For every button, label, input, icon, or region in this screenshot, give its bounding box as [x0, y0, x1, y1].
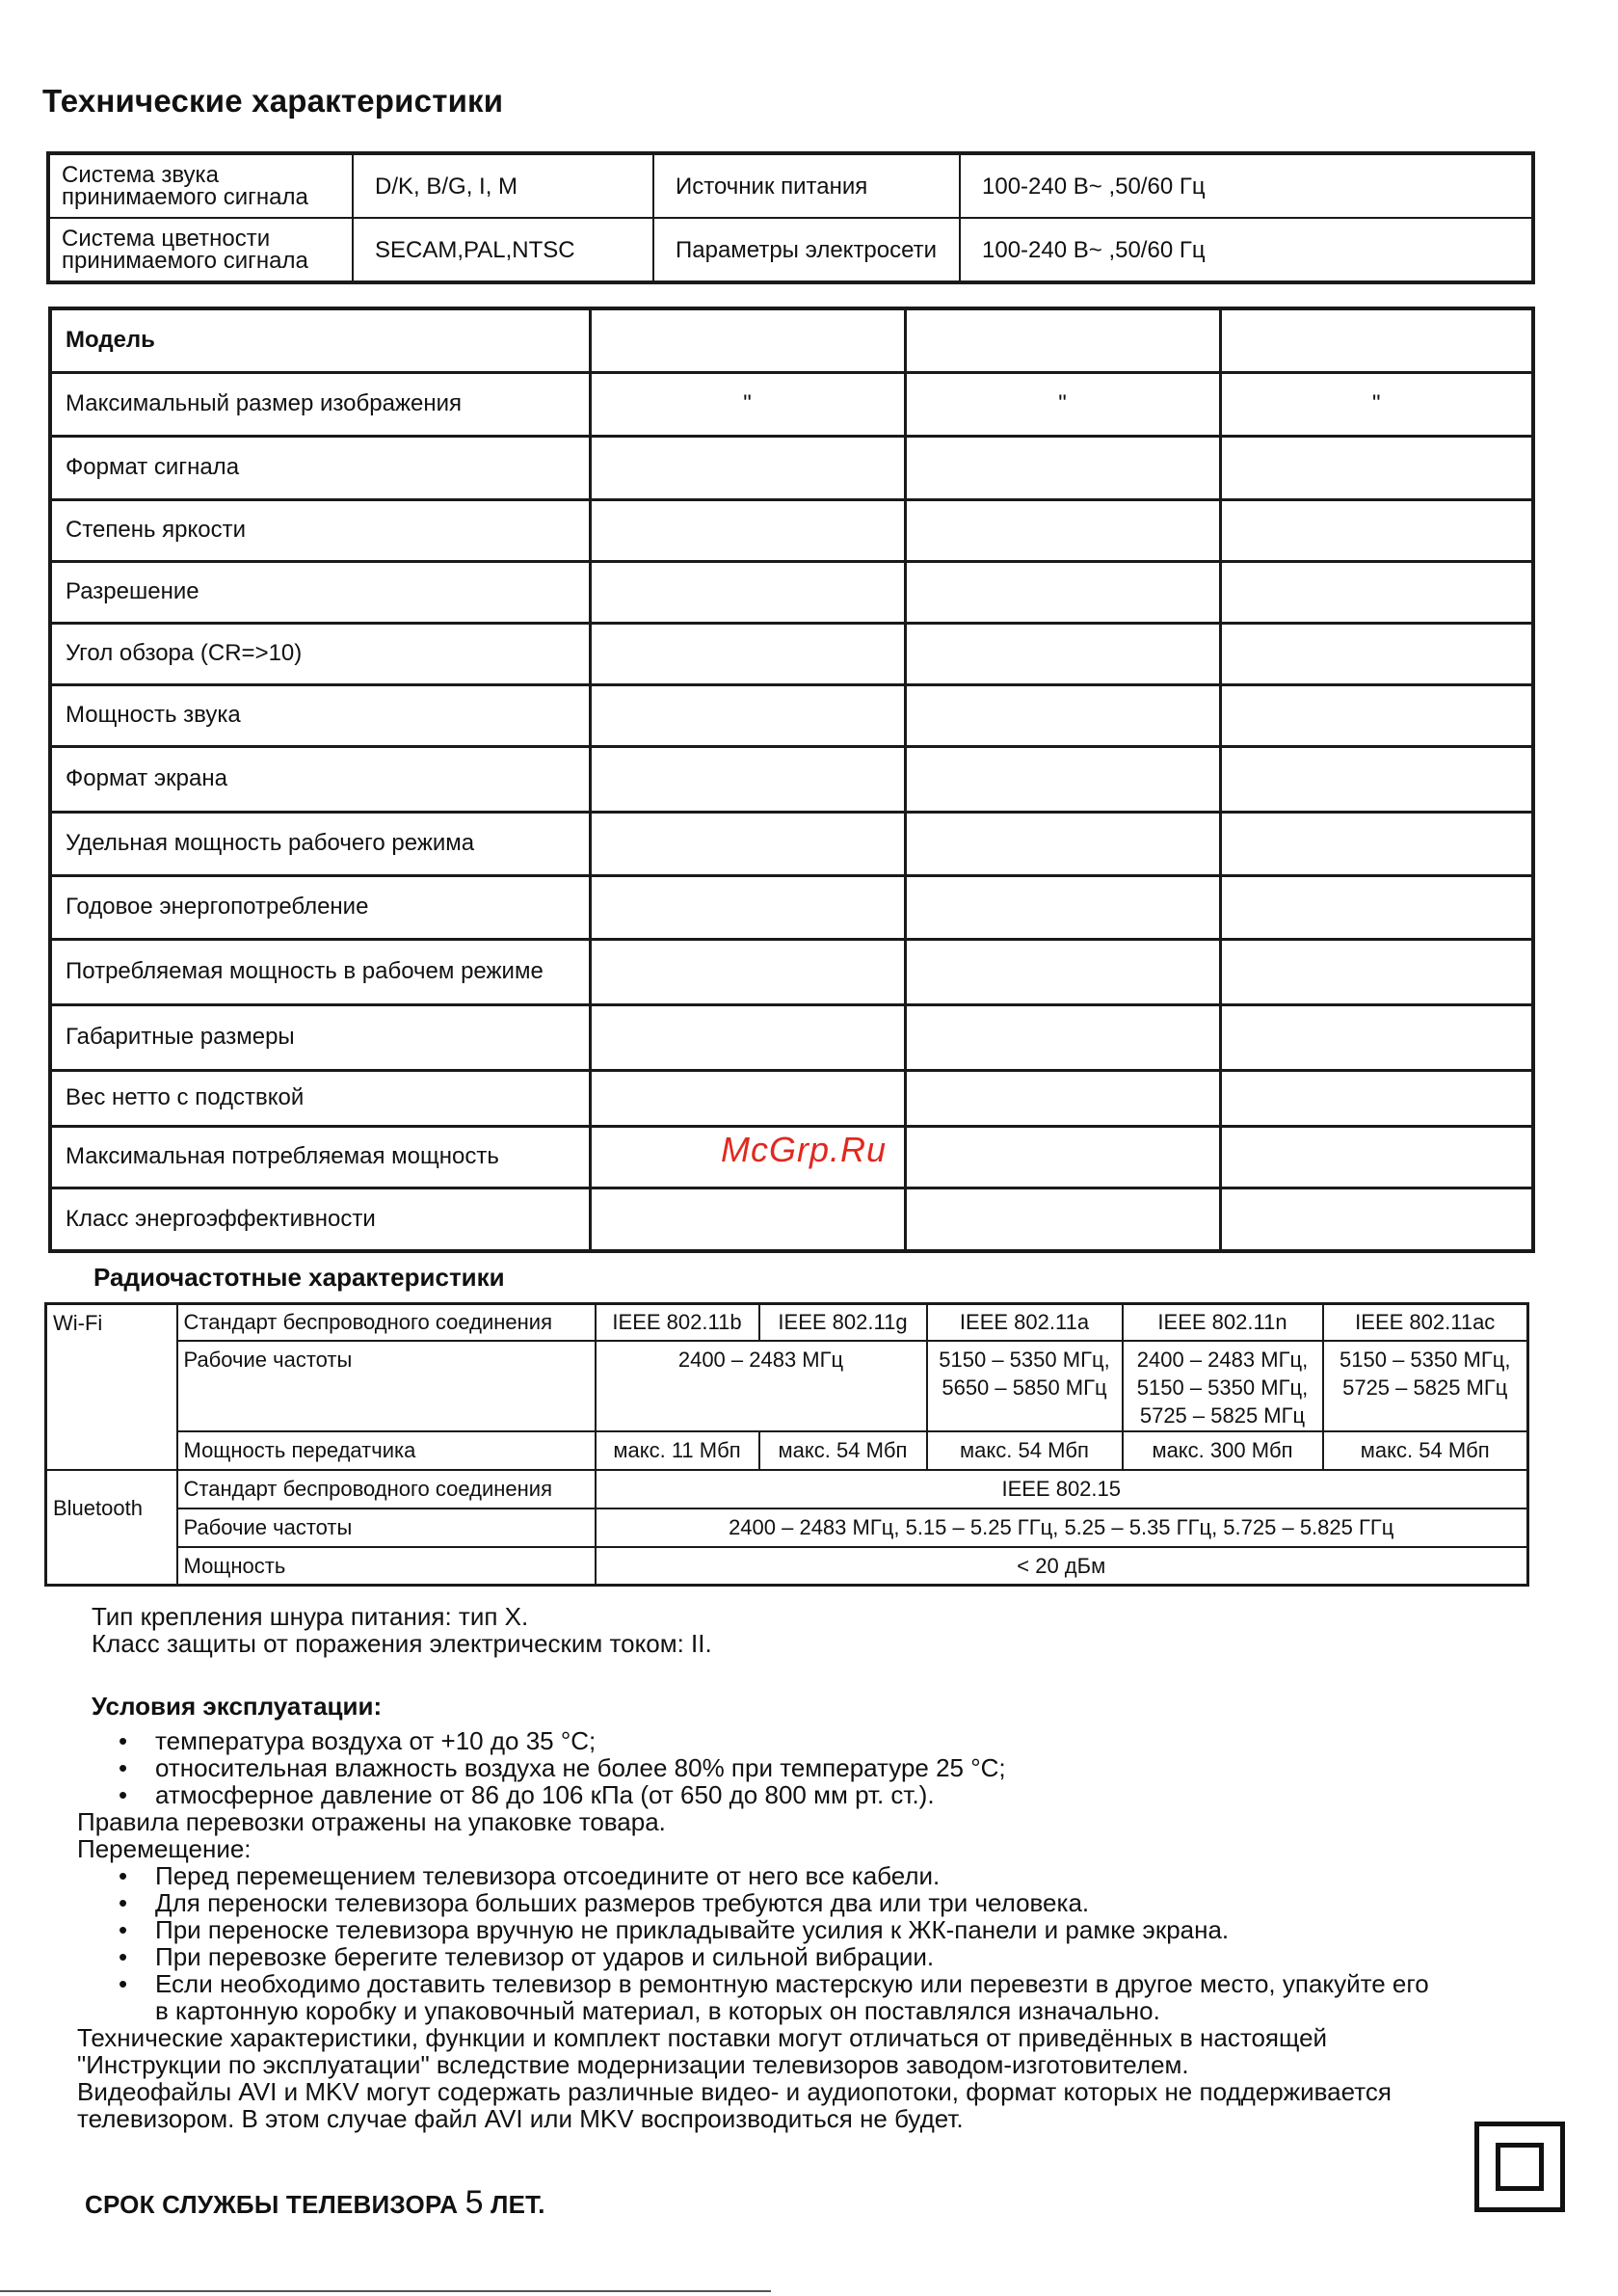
table-row: [46, 1547, 1528, 1586]
wifi-freq-a: [927, 1341, 1123, 1431]
row-label: Габаритные размеры: [50, 1004, 590, 1070]
rf-section-title: Радиочастотные характеристики: [93, 1263, 505, 1292]
row-label: Максимальный размер изображения: [50, 372, 590, 436]
conditions-list: [92, 1727, 1006, 1808]
wifi-freq-bg: 2400 – 2483 МГц: [596, 1341, 927, 1431]
protection-class: Класс защиты от поражения электрическим током: II.: [92, 1629, 712, 1658]
wifi-power: макс. 54 Мбп: [1323, 1431, 1528, 1470]
list-item: • При перевозке берегите телевизор от ударов и сильной вибрации.: [92, 1943, 1429, 1970]
moving-continuation: в картонную коробку и упаковочный материал, в которых он поставлялся изначально.: [155, 1996, 1160, 2025]
list-item: • Перед перемещением телевизора отсоедините от него все кабели.: [92, 1862, 1429, 1889]
service-life-years: 5: [464, 2184, 484, 2221]
model-table: [48, 307, 1535, 1253]
bt-standard: IEEE 802.15: [596, 1470, 1528, 1508]
wifi-freq-ac: [1323, 1341, 1528, 1431]
moving-title: Перемещение:: [77, 1834, 252, 1863]
wifi-standard: IEEE 802.11g: [759, 1304, 927, 1341]
color-system-label: Система цветности принимаемого сигнала: [48, 218, 353, 282]
list-item: • Если необходимо доставить телевизор в ремонтную мастерскую или перевезти в другое место, упакуйте его: [92, 1970, 1429, 1997]
table-row: [50, 561, 1533, 623]
table-row: [50, 499, 1533, 561]
bt-power: < 20 дБм: [596, 1547, 1528, 1586]
color-system-value: SECAM,PAL,NTSC: [353, 218, 653, 282]
row-label: Потребляемая мощность в рабочем режиме: [50, 939, 590, 1004]
row-label: Разрешение: [50, 561, 590, 623]
double-insulation-inner-icon: [1496, 2143, 1544, 2191]
freq-line: 5150 – 5350 МГц,: [939, 1347, 1110, 1372]
conditions-title: Условия эксплуатации:: [92, 1692, 383, 1721]
row-value: ": [1220, 372, 1533, 436]
table-row: [50, 875, 1533, 939]
model-header: Модель: [66, 327, 155, 354]
table-row: [50, 812, 1533, 875]
wifi-standard: IEEE 802.11b: [596, 1304, 759, 1341]
row-label: Максимальная потребляемая мощность: [50, 1126, 590, 1188]
bt-freq-label: Рабочие частоты: [177, 1508, 596, 1547]
freq-line: 5725 – 5825 МГц: [1139, 1402, 1306, 1428]
wifi-power: макс. 300 Мбп: [1123, 1431, 1323, 1470]
wifi-group-label: Wi-Fi: [46, 1304, 177, 1470]
bottom-divider: [0, 2290, 771, 2292]
list-item: • При переноске телевизора вручную не прикладывайте усилия к ЖК-панели и рамке экрана.: [92, 1916, 1429, 1943]
mains-params-label: Параметры электросети: [653, 218, 960, 282]
wifi-standard: IEEE 802.11a: [927, 1304, 1123, 1341]
wifi-standard: IEEE 802.11ac: [1323, 1304, 1528, 1341]
freq-line: 5650 – 5850 МГц: [942, 1375, 1107, 1400]
row-label: Формат сигнала: [50, 436, 590, 499]
table-row: [50, 1188, 1533, 1251]
mains-params-value: 100-240 В~ ,50/60 Гц: [960, 218, 1533, 282]
row-value: ": [590, 372, 905, 436]
transport-rules: Правила перевозки отражены на упаковке товара.: [77, 1807, 666, 1836]
bluetooth-group-label: Bluetooth: [46, 1470, 177, 1586]
table-row: [50, 623, 1533, 684]
wifi-power: макс. 54 Мбп: [927, 1431, 1123, 1470]
wifi-power: макс. 11 Мбп: [596, 1431, 759, 1470]
row-value: ": [905, 372, 1220, 436]
table-row: [46, 1304, 1528, 1341]
service-life-suffix: ЛЕТ.: [491, 2190, 545, 2219]
bt-freq: 2400 – 2483 МГц, 5.15 – 5.25 ГГц, 5.25 – 5.35 ГГц, 5.725 – 5.825 ГГц: [596, 1508, 1528, 1547]
note-line: Видеофайлы AVI и MKV могут содержать различные видео- и аудиопотоки, формат которых не поддерживается: [77, 2077, 1392, 2106]
row-label: Угол обзора (CR=>10): [50, 623, 590, 684]
bt-power-label: Мощность: [177, 1547, 596, 1586]
power-source-value: 100-240 В~ ,50/60 Гц: [960, 153, 1533, 218]
table-row: [50, 939, 1533, 1004]
list-item: • Для переноски телевизора больших размеров требуются два или три человека.: [92, 1889, 1429, 1916]
watermark: McGrp.Ru: [721, 1130, 888, 1169]
note-line: телевизором. В этом случае файл AVI или MKV воспроизводиться не будет.: [77, 2104, 964, 2133]
table-row: [50, 308, 1533, 372]
row-label: Степень яркости: [50, 499, 590, 561]
moving-list: [92, 1862, 1429, 1997]
table-row: [50, 1004, 1533, 1070]
signal-table: [46, 151, 1535, 284]
wifi-standard-label: Стандарт беспроводного соединения: [177, 1304, 596, 1341]
list-item: • атмосферное давление от 86 до 106 кПа (от 650 до 800 мм рт. ст.).: [92, 1781, 1006, 1808]
note-line: "Инструкции по эксплуатации" вследствие модернизации телевизоров заводом-изготовителем.: [77, 2050, 1189, 2079]
sound-system-value: D/K, B/G, I, M: [353, 153, 653, 218]
sound-system-label: Система звука принимаемого сигнала: [48, 153, 353, 218]
model-cell: [590, 308, 905, 372]
row-label: Мощность звука: [50, 684, 590, 746]
freq-line: 5725 – 5825 МГц: [1342, 1375, 1508, 1400]
row-label: Удельная мощность рабочего режима: [50, 812, 590, 875]
freq-line: 2400 – 2483 МГц,: [1136, 1347, 1309, 1372]
table-row: [50, 372, 1533, 436]
cord-type: Тип крепления шнура питания: тип X.: [92, 1602, 529, 1631]
rf-table: [44, 1302, 1529, 1587]
row-label: Класс энергоэффективности: [50, 1188, 590, 1251]
page-title: Технические характеристики: [42, 83, 504, 119]
model-cell: [905, 308, 1220, 372]
table-row: [46, 1431, 1528, 1470]
service-life: [85, 2184, 545, 2222]
table-row: [50, 436, 1533, 499]
wifi-power: макс. 54 Мбп: [759, 1431, 927, 1470]
row-label: Годовое энергопотребление: [50, 875, 590, 939]
table-row: [48, 153, 1533, 218]
table-row: [46, 1341, 1528, 1431]
note-line: Технические характеристики, функции и комплект поставки могут отличаться от приведённых в настоящей: [77, 2023, 1328, 2052]
table-row: [46, 1470, 1528, 1508]
wifi-freq-label: Рабочие частоты: [177, 1341, 596, 1431]
table-row: [48, 218, 1533, 282]
table-row: [50, 746, 1533, 812]
freq-line: 5150 – 5350 МГц,: [1339, 1347, 1511, 1372]
freq-line: 5150 – 5350 МГц,: [1136, 1375, 1309, 1400]
row-label: Формат экрана: [50, 746, 590, 812]
wifi-freq-n: [1123, 1341, 1323, 1431]
table-row: [46, 1508, 1528, 1547]
wifi-standard: IEEE 802.11n: [1123, 1304, 1323, 1341]
table-row: [50, 684, 1533, 746]
model-cell: [1220, 308, 1533, 372]
table-row: [50, 1070, 1533, 1126]
bt-standard-label: Стандарт беспроводного соединения: [177, 1470, 596, 1508]
service-life-prefix: СРОК СЛУЖБЫ ТЕЛЕВИЗОРА: [85, 2190, 459, 2219]
list-item: • температура воздуха от +10 до 35 °С;: [92, 1727, 1006, 1754]
row-label: Вес нетто с подствкой: [50, 1070, 590, 1126]
list-item: • относительная влажность воздуха не более 80% при температуре 25 °С;: [92, 1754, 1006, 1781]
power-source-label: Источник питания: [653, 153, 960, 218]
wifi-power-label: Мощность передатчика: [177, 1431, 596, 1470]
